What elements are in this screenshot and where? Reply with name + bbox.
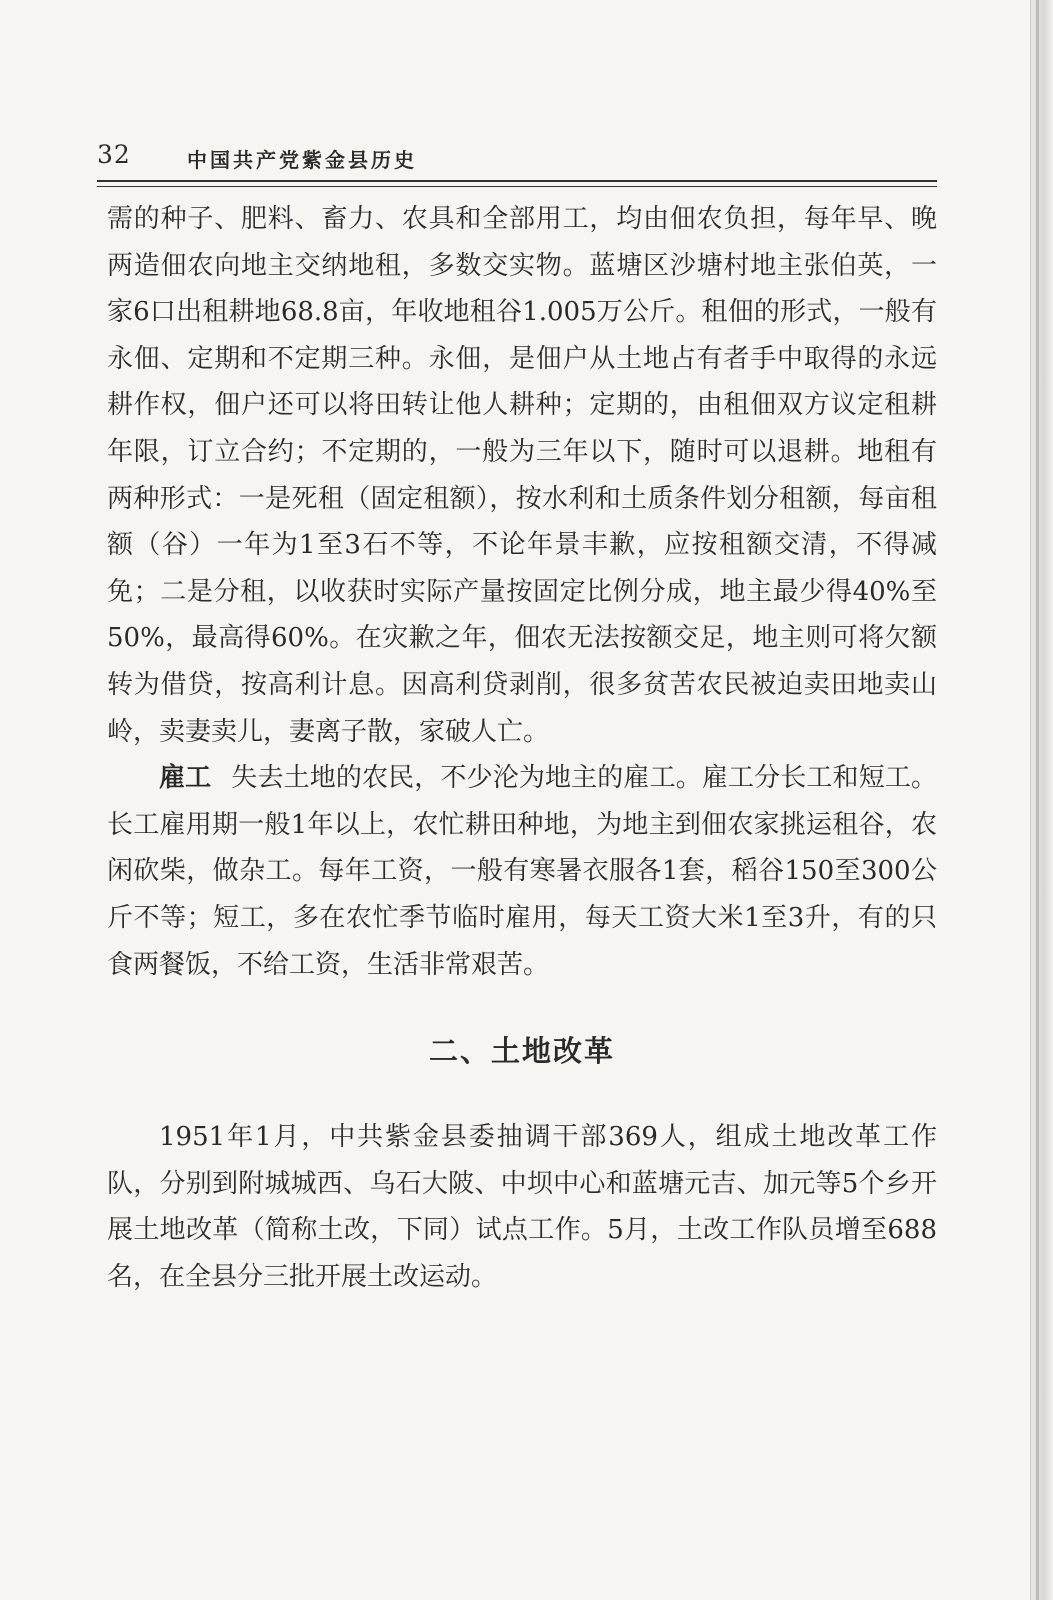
page-edge [1030, 0, 1053, 1600]
paragraph-land-rent: 需的种子、肥料、畜力、农具和全部用工，均由佃农负担，每年早、晚两造佃农向地主交纳地租，多数交实物。蓝塘区沙塘村地主张伯英，一家6口出租耕地68.8亩，年收地租谷1.005万公斤。租佃的形式，一般有永佃、定期和不定期三种。永佃，是佃户从土地占有者手中取得的永远耕作权，佃户还可以将田转让他人耕种；定期的，由租佃双方议定租耕年限，订立合约；不定期的，一般为三年以下，随时可以退耕。地租有两种形式：一是死租（固定租额），按水利和土质条件划分租额，每亩租额（谷）一年为1至3石不等，不论年景丰歉，应按租额交清，不得减免；二是分租，以收获时实际产量按固定比例分成，地主最少得40%至50%，最高得60%。在灾歉之年，佃农无法按额交足，地主则可将欠额转为借贷，按高利计息。因高利贷剥削，很多贫苦农民被迫卖田地卖山岭，卖妻卖儿，妻离子散，家破人亡。 [107, 204, 937, 747]
body-text [107, 196, 937, 1300]
page-number: 32 [97, 140, 131, 169]
term-hired-labor: 雇工 [159, 763, 212, 794]
header-rule [97, 180, 937, 187]
page-edge-shadow [1036, 0, 1039, 1600]
book-title: 中国共产党紫金县历史 [187, 148, 417, 172]
paragraph-hired-labor [107, 755, 937, 988]
paragraph-land-reform: 1951年1月，中共紫金县委抽调干部369人，组成土地改革工作队，分别到附城城西、乌石大陂、中坝中心和蓝塘元吉、加元等5个乡开展土地改革（简称土改，下同）试点工作。5月，土改工作队员增至688名，在全县分三批开展土改运动。 [107, 1122, 937, 1292]
section-title: 二、土地改革 [428, 1034, 615, 1069]
paragraph-hired-labor-body: 失去土地的农民，不少沦为地主的雇工。雇工分长工和短工。长工雇用期一般1年以上，农忙耕田种地，为地主到佃农家挑运租谷，农闲砍柴，做杂工。每年工资，一般有寒暑衣服各1套，稻谷150至300公斤不等；短工，多在农忙季节临时雇用，每天工资大米1至3升，有的只食两餐饭，不给工资，生活非常艰苦。 [107, 763, 937, 980]
running-header [97, 140, 937, 180]
